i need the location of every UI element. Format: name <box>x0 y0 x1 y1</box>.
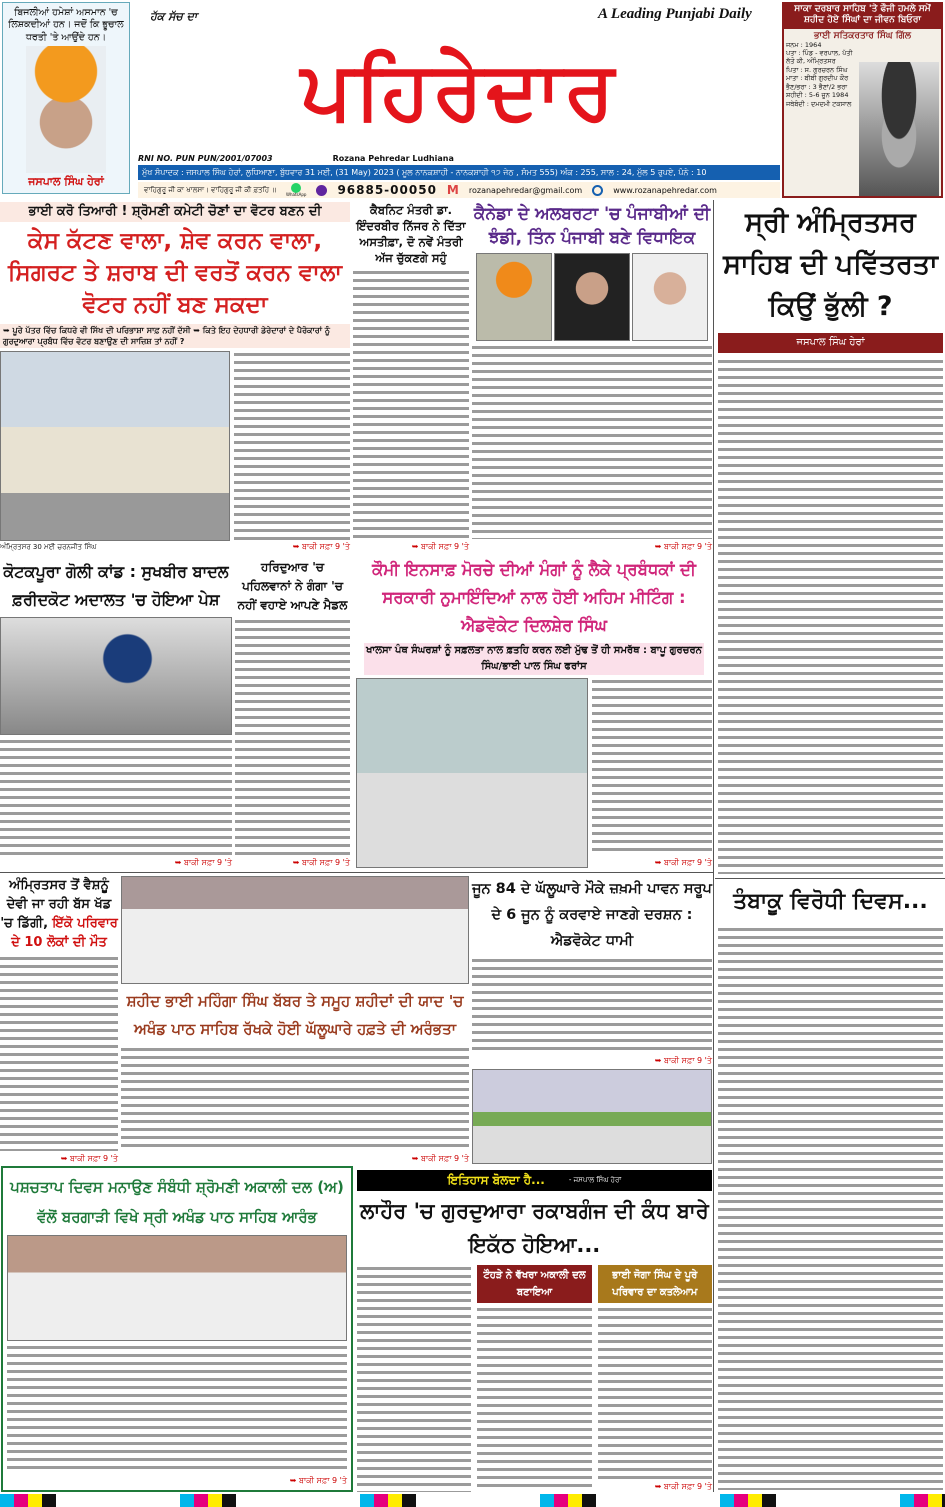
canada-story <box>472 202 712 552</box>
continued-note: ➥ ਬਾਕੀ ਸਫ਼ਾ 9 'ਤੇ <box>292 542 350 551</box>
history-box-akali: ਟੌਹੜੇ ਨੇ ਵੱਖਰਾ ਅਕਾਲੀ ਦਲ ਬਣਾਇਆ <box>477 1265 591 1303</box>
haridwar-story <box>235 558 350 868</box>
editorial-author: ਜਸਪਾਲ ਸਿੰਘ ਹੇਰਾਂ <box>796 337 865 348</box>
bus-body <box>0 955 118 1151</box>
history-section <box>357 1170 712 1492</box>
lead-headline: ਕੇਸ ਕੱਟਣ ਵਾਲਾ, ਸ਼ੇਵ ਕਰਨ ਵਾਲਾ, ਸਿਗਰਟ ਤੇ ਸ਼ਰਾਬ ਦੀ ਵਰਤੋਂ ਕਰਨ ਵਾਲਾ ਵੋਟਰ ਨਹੀਂ ਬਣ ਸਕਦਾ <box>8 228 342 318</box>
pashchatap-body <box>7 1344 347 1473</box>
continued-note: ➥ ਬਾਕੀ ਸਫ਼ਾ 9 'ਤੇ <box>654 1056 712 1065</box>
continued-note: ➥ ਬਾਕੀ ਸਫ਼ਾ 9 'ਤੇ <box>654 542 712 551</box>
bus-headline <box>0 876 118 952</box>
row-divider <box>715 878 945 879</box>
newspaper-title: ਪਹਿਰੇਦਾਰ <box>300 44 618 137</box>
editorial-body <box>718 358 943 874</box>
contact-bar <box>138 182 780 198</box>
cabinet-body <box>353 269 469 539</box>
profile-name: ਭਾਈ ਸਤਿਕਰਤਾਰ ਸਿੰਘ ਗਿੱਲ <box>814 30 911 41</box>
pashchatap-box <box>1 1166 353 1492</box>
profile-detail: ਸ਼ਹੀਦੀ : 5-6 ਜੂਨ 1984 <box>786 91 849 100</box>
photo-caption: ਅੰਮ੍ਰਿਤਸਰ 30 ਮਈ ਚਰਨਜੀਤ ਸਿੰਘ <box>0 543 97 551</box>
subtitle: Rozana Pehredar Ludhiana <box>332 154 454 163</box>
tagline-pa: ਹੱਕ ਸੱਚ ਦਾ <box>150 10 198 23</box>
history-headline: ਲਾਹੌਰ 'ਚ ਗੁਰਦੁਆਰਾ ਰਕਾਬਗੰਜ ਦੀ ਕੰਧ ਬਾਰੇ ਇਕੱਠ ਹੋਇਆ... <box>360 1199 709 1257</box>
whatsapp-label: WhatsApp <box>286 192 307 197</box>
pashchatap-headline: ਪਸ਼ਚਤਾਪ ਦਿਵਸ ਮਨਾਉਣ ਸੰਬੰਧੀ ਸ਼੍ਰੋਮਣੀ ਅਕਾਲੀ ਦਲ (ਅ) ਵੱਲੋਂ ਬਰਗਾੜੀ ਵਿਖੇ ਸ੍ਰੀ ਅਖੰਡ ਪਾਠ ਸਾਹਿਬ ਆਰੰਭ <box>10 1178 344 1226</box>
continued-note: ➥ ਬਾਕੀ ਸਫ਼ਾ 9 'ਤੇ <box>654 858 712 867</box>
kotkapura-story <box>0 558 232 868</box>
qaumi-subhead: ਖਾਲਸਾ ਪੰਥ ਸੰਘਰਸ਼ਾਂ ਨੂੰ ਸਫ਼ਲਤਾ ਨਾਲ ਫ਼ਤਹਿ ਕਰਨ ਲਈ ਮੁੱਢ ਤੋਂ ਹੀ ਸਮਰੱਥ : ਬਾਪੂ ਗੁਰਚਰਨ ਸਿੰਘ/ਭਾਈ ਪਾਲ ਸਿੰਘ ਫਰਾਂਸ <box>364 643 704 675</box>
qaumi-headline: ਕੌਮੀ ਇਨਸਾਫ਼ ਮੋਰਚੇ ਦੀਆਂ ਮੰਗਾਂ ਨੂੰ ਲੈਕੇ ਪ੍ਰਬੰਧਕਾਂ ਦੀ ਸਰਕਾਰੀ ਨੁਮਾਇੰਦਿਆਂ ਨਾਲ ਹੋਈ ਅਹਿਮ ਮੀਟਿੰਗ : ਐਡਵੋਕੇਟ ਦਿਲਸ਼ੇਰ ਸਿੰਘ <box>372 560 696 635</box>
shaheed-headline: ਸ਼ਹੀਦ ਭਾਈ ਮਹਿੰਗਾ ਸਿੰਘ ਬੱਬਰ ਤੇ ਸਮੂਹ ਸ਼ਹੀਦਾਂ ਦੀ ਯਾਦ 'ਚ ਅਖੰਡ ਪਾਠ ਸਾਹਿਬ ਰੱਖਕੇ ਹੋਈ ਘੱਲੂਘਾਰੇ ਹਫ਼ਤੇ ਦੀ ਅਰੰਭਤਾ <box>126 992 464 1038</box>
tagline-en: A Leading Punjabi Daily <box>598 6 752 22</box>
june84-body <box>472 957 712 1053</box>
dateline: ਮੁੱਖ ਸੰਪਾਦਕ : ਜਸਪਾਲ ਸਿੰਘ ਹੇਰਾਂ, ਲੁਧਿਆਣਾ, ਬੁੱਧਵਾਰ 31 ਮਈ, (31 May) 2023 ( ਮੂਲ ਨਾਨਕਸ਼ਾਹੀ - ਨਾਨਕਸ਼ਾਹੀ ੧੭ ਜੇਠ , ਸੰਮਤ 555) ਅੰਕ : 255, ਸਾਲ : 24, ਮੁੱਲ 5 ਰੁਪਏ, ਪੰਨੇ : 10 <box>142 168 707 177</box>
profile-detail: ਮਾਤਾ : ਬੀਬੀ ਗੁਰਦੀਪ ਕੌਰ <box>786 74 849 83</box>
continued-note: ➥ ਬਾਕੀ ਸਫ਼ਾ 9 'ਤੇ <box>411 1154 469 1163</box>
history-banner-author: - ਜਸਪਾਲ ਸਿੰਘ ਹੇਰਾਂ <box>568 1176 622 1184</box>
cabinet-headline: ਕੈਬਨਿਟ ਮੰਤਰੀ ਡਾ. ਇੰਦਰਬੀਰ ਨਿੱਜਰ ਨੇ ਦਿੱਤਾ ਅਸਤੀਫ਼ਾ, ਦੋ ਨਵੇਂ ਮੰਤਰੀ ਅੱਜ ਚੁੱਕਣਗੇ ਸਹੁੰ <box>356 203 466 265</box>
sukhbir-photo <box>0 617 232 735</box>
tobacco-headline: ਤੰਬਾਕੂ ਵਿਰੋਧੀ ਦਿਵਸ... <box>733 889 928 914</box>
tobacco-body <box>718 926 943 1490</box>
june84-story <box>472 876 712 1164</box>
registration-marks <box>0 1494 945 1507</box>
whatsapp-icon <box>286 183 306 197</box>
profile-photo <box>859 62 939 196</box>
golden-temple-photo <box>0 351 230 541</box>
row-divider <box>0 872 713 873</box>
quote-author: ਜਸਪਾਲ ਸਿੰਘ ਹੇਰਾਂ <box>28 175 104 188</box>
june84-headline: ਜੂਨ 84 ਦੇ ਘੱਲੂਘਾਰੇ ਮੌਕੇ ਜ਼ਖ਼ਮੀ ਪਾਵਨ ਸਰੂਪ ਦੇ 6 ਜੂਨ ਨੂੰ ਕਰਵਾਏ ਜਾਣਗੇ ਦਰਸ਼ਨ : ਐਡਵੋਕੇਟ ਧਾਮੀ <box>472 881 712 949</box>
profile-detail: ਜਨਮ : 1964 <box>786 40 822 49</box>
editorial-headline: ਸ੍ਰੀ ਅੰਮ੍ਰਿਤਸਰ ਸਾਹਿਬ ਦੀ ਪਵਿੱਤਰਤਾ ਕਿਉਂ ਭੁੱਲੀ ? <box>723 207 938 322</box>
tobacco-story <box>718 884 943 1490</box>
dateline-bar <box>138 165 780 180</box>
akali-body <box>477 1306 591 1492</box>
history-banner <box>357 1170 712 1191</box>
akhand-path-photo <box>121 876 469 984</box>
continued-note: ➥ ਬਾਕੀ ਸਫ਼ਾ 9 'ਤੇ <box>411 542 469 551</box>
history-body <box>357 1265 471 1492</box>
globe-icon <box>592 185 603 196</box>
quote-text: ਬਿਜਲੀਆਂ ਹਮੇਸ਼ਾਂ ਅਸਮਾਨ 'ਚ ਲਿਸ਼ਕਦੀਆਂ ਹਨ। ਜਦੋਂ ਕਿ ਭੂਚਾਲ ਧਰਤੀ 'ਤੇ ਆਉਂਦੇ ਹਨ। <box>8 7 124 43</box>
mla-photo <box>632 253 708 341</box>
profile-detail: ਜਥੇਬੰਦੀ : ਦਮਦਮੀ ਟਕਸਾਲ <box>786 99 852 108</box>
author-photo <box>26 46 106 173</box>
lead-kicker: ਭਾਈ ਕਰੋ ਤਿਆਰੀ ! ਸ਼੍ਰੋਮਣੀ ਕਮੇਟੀ ਚੋਣਾਂ ਦਾ ਵੋਟਰ ਬਣਨ ਦੀ <box>0 202 350 222</box>
qaumi-story <box>356 556 712 868</box>
shaheed-body <box>121 1046 469 1151</box>
masthead <box>138 30 780 198</box>
profile-detail: ਪਿਤਾ : ਸ. ਗੁਰਚਰਨ ਸਿੰਘ <box>786 65 848 74</box>
bus-headline-text: ਅੰਮ੍ਰਿਤਸਰ ਤੋਂ ਵੈਸ਼ਨੂੰ ਦੇਵੀ ਜਾ ਰਹੀ ਬੱਸ ਖੱਡ 'ਚ ਡਿੱਗੀ, <box>0 878 112 931</box>
quote-box <box>2 2 130 194</box>
rni-number: RNI NO. PUN PUN/2001/07003 <box>138 154 273 163</box>
mail-icon: M <box>446 183 459 197</box>
bus-headline-red: ਇੱਕੋ ਪਰਿਵਾਰ ਦੇ 10 ਲੋਕਾਂ ਦੀ ਮੌਤ <box>11 916 118 950</box>
pay-icon <box>316 185 327 196</box>
history-box-joga: ਭਾਈ ਜੋਗਾ ਸਿੰਘ ਦੇ ਪੂਰੇ ਪਰਿਵਾਰ ਦਾ ਕਤਲੇਆਮ <box>598 1265 712 1303</box>
continued-note: ➥ ਬਾਕੀ ਸਫ਼ਾ 9 'ਤੇ <box>174 858 232 867</box>
shaheed-story <box>121 876 469 1164</box>
continued-note: ➥ ਬਾਕੀ ਸਫ਼ਾ 9 'ਤੇ <box>60 1154 118 1163</box>
bargari-photo <box>7 1235 347 1341</box>
website-link[interactable]: www.rozanapehredar.com <box>613 185 717 195</box>
haridwar-body <box>235 618 350 855</box>
phone-number[interactable]: 96885-00050 <box>337 183 437 197</box>
mla-photos <box>472 253 712 341</box>
canada-body <box>472 344 712 539</box>
martyr-profile <box>782 2 943 198</box>
greeting: ਵਾਹਿਗੁਰੂ ਜੀ ਕਾ ਖਾਲਸਾ। ਵਾਹਿਗੁਰੂ ਜੀ ਕੀ ਫ਼ਤਹਿ ॥ <box>144 185 277 194</box>
email-link[interactable]: rozanapehredar@gmail.com <box>468 185 583 195</box>
haridwar-headline: ਹਰਿਦੁਆਰ 'ਚ ਪਹਿਲਵਾਨਾਂ ਨੇ ਗੰਗਾ 'ਚ ਨਹੀਂ ਵਹਾਏ ਆਪਣੇ ਮੈਡਲ <box>237 560 348 612</box>
lead-body <box>234 351 350 540</box>
bus-story <box>0 876 118 1164</box>
lead-story <box>0 202 350 552</box>
continued-note: ➥ ਬਾਕੀ ਸਫ਼ਾ 9 'ਤੇ <box>292 858 350 867</box>
meeting-photo <box>356 678 588 868</box>
joga-body <box>598 1306 712 1479</box>
history-banner-title: ਇਤਿਹਾਸ ਬੋਲਦਾ ਹੈ... <box>447 1173 545 1187</box>
mla-photo <box>476 253 552 341</box>
cabinet-story <box>353 202 469 552</box>
kotkapura-headline: ਕੋਟਕਪੂਰਾ ਗੋਲੀ ਕਾਂਡ : ਸੁਖਬੀਰ ਬਾਦਲ ਫ਼ਰੀਦਕੋਟ ਅਦਾਲਤ 'ਚ ਹੋਇਆ ਪੇਸ਼ <box>3 562 229 609</box>
qaumi-body <box>592 678 712 856</box>
canada-headline: ਕੈਨੇਡਾ ਦੇ ਅਲਬਰਟਾ 'ਚ ਪੰਜਾਬੀਆਂ ਦੀ ਝੰਡੀ, ਤਿੰਨ ਪੰਜਾਬੀ ਬਣੇ ਵਿਧਾਇਕ <box>473 204 711 248</box>
continued-note: ➥ ਬਾਕੀ ਸਫ਼ਾ 9 'ਤੇ <box>654 1482 712 1491</box>
mla-photo <box>554 253 630 341</box>
profile-detail: ਪਤਾ : ਪਿੰਡ - ਵਰਪਾਲ, ਪੱਤੀ ਲੱਤੋ ਕੀ, ਅੰਮ੍ਰਿਤਸਰ <box>786 48 853 66</box>
column-divider <box>713 200 714 1492</box>
profile-heading: ਸਾਕਾ ਦਰਬਾਰ ਸਾਹਿਬ 'ਤੇ ਫੌਜੀ ਹਮਲੇ ਸਮੇਂ ਸ਼ਹੀਦ ਹੋਏ ਸਿੰਘਾਂ ਦਾ ਜੀਵਨ ਬਿਓਰਾ <box>794 4 931 26</box>
editorial-byline <box>718 333 943 353</box>
continued-note: ➥ ਬਾਕੀ ਸਫ਼ਾ 9 'ਤੇ <box>289 1476 347 1485</box>
profile-detail: ਭੈਣ/ਭਰਾ : 3 ਭੈਣਾਂ/2 ਭਰਾ <box>786 82 848 91</box>
lead-subhead: ➥ ਪੂਰੇ ਪੱਤਰ ਵਿੱਚ ਕਿਧਰੇ ਵੀ ਸਿੱਖ ਦੀ ਪਰਿਭਾਸ਼ਾ ਸਾਫ਼ ਨਹੀਂ ਦੱਸੀ ➥ ਕਿਤੇ ਇਹ ਦੇਹਧਾਰੀ ਡੇਰੇਦਾਰਾਂ ਦੇ ਪੈਰੋਕਾਰਾਂ ਨੂੰ ਗੁਰਦੁਆਰਾ ਪ੍ਰਬੰਧ ਵਿੱਚ ਵੋਟਰ ਬਣਾਉਣ ਦੀ ਸਾਜ਼ਿਸ਼ ਤਾਂ ਨਹੀਂ ? <box>0 324 350 348</box>
sgpc-meeting-photo <box>472 1069 712 1164</box>
editorial <box>718 202 943 874</box>
kotkapura-body <box>0 738 232 855</box>
